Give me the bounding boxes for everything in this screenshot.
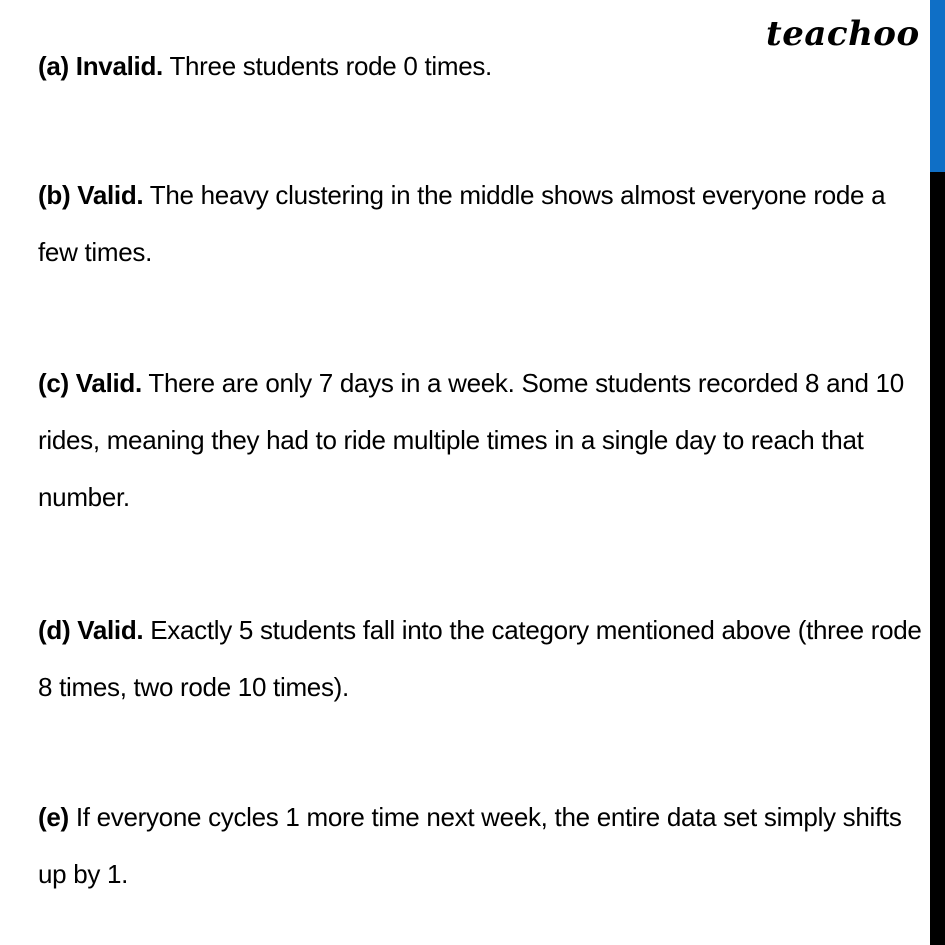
- answer-text: There are only 7 days in a week. Some students recorded 8 and 10 rides, meaning they had to ride multiple times in a single day to reach that number.: [38, 368, 904, 512]
- answer-label: (d) Valid.: [38, 615, 144, 645]
- answer-text: Exactly 5 students fall into the category mentioned above (three rode 8 times, two rode 10 times).: [38, 615, 922, 702]
- side-dark-bar: [930, 172, 945, 945]
- answer-text: Three students rode 0 times.: [162, 51, 492, 81]
- answer-c: [38, 355, 928, 526]
- answer-text: The heavy clustering in the middle shows almost everyone rode a few times.: [38, 180, 886, 267]
- answer-b: [38, 167, 928, 281]
- answer-e: [38, 789, 928, 903]
- answer-label: (b) Valid.: [38, 180, 144, 210]
- answer-label: (c) Valid.: [38, 368, 142, 398]
- side-accent-bar: [930, 0, 945, 172]
- teachoo-logo: teachoo: [766, 14, 920, 54]
- answer-a: [38, 38, 928, 95]
- answer-label: (a) Invalid.: [38, 51, 163, 81]
- answer-d: [38, 602, 928, 716]
- answer-label: (e): [38, 802, 69, 832]
- answer-text: If everyone cycles 1 more time next week, the entire data set simply shifts up by 1.: [38, 802, 902, 889]
